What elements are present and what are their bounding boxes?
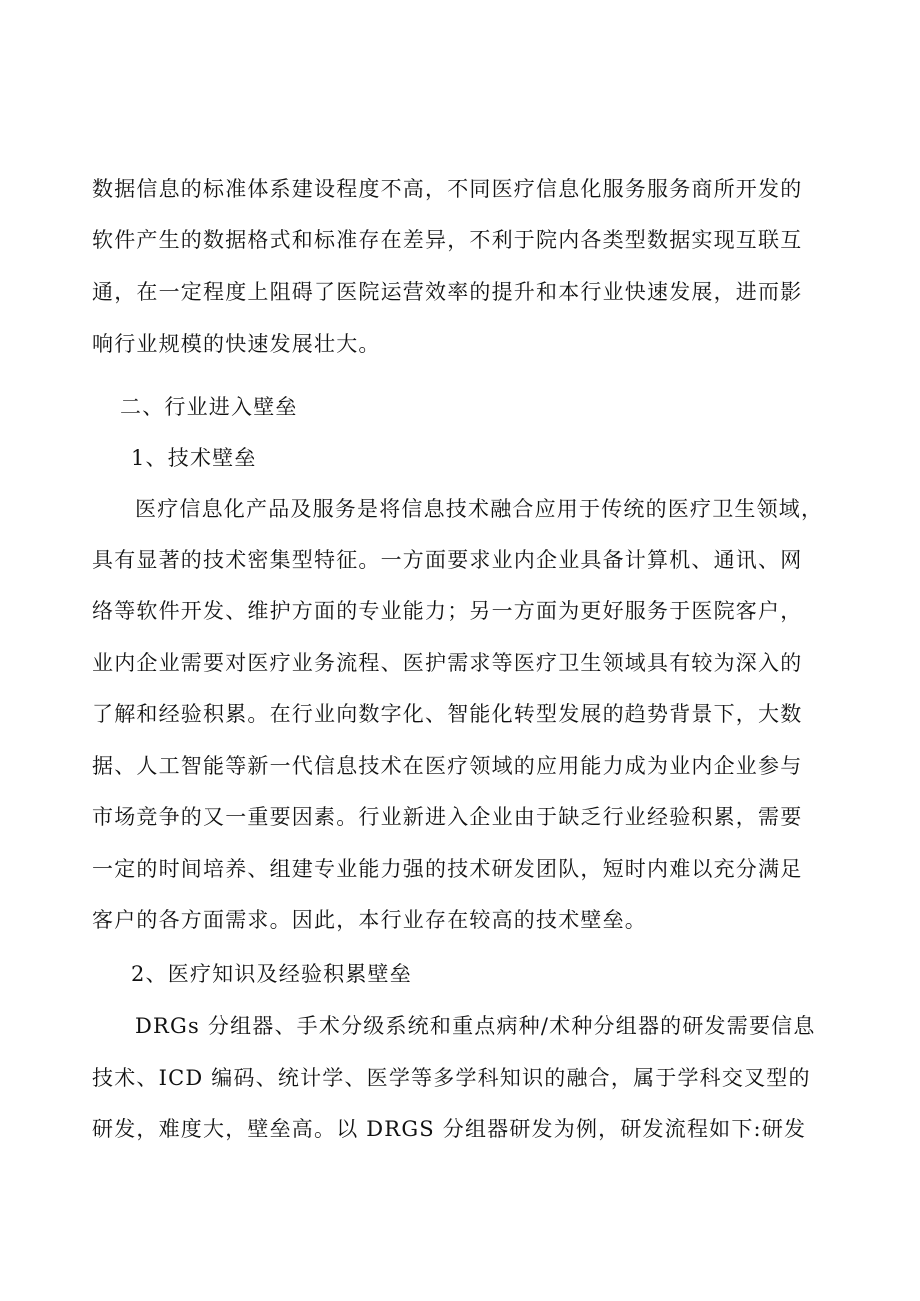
paragraph-line: 数据信息的标准体系建设程度不高，不同医疗信息化服务服务商所开发的 <box>92 177 803 201</box>
paragraph-line: 医疗信息化产品及服务是将信息技术融合应用于传统的医疗卫生领域， <box>135 497 824 521</box>
paragraph-line: DRGs 分组器、手术分级系统和重点病种/术种分组器的研发需要信息 <box>135 1014 816 1038</box>
paragraph-line: 响行业规模的快速发展壮大。 <box>92 332 381 356</box>
paragraph-line: 一定的时间培养、组建专业能力强的技术研发团队，短时内难以充分满足 <box>92 857 803 881</box>
paragraph-line: 具有显著的技术密集型特征。一方面要求业内企业具备计算机、通讯、网 <box>92 548 803 572</box>
paragraph-line: 客户的各方面需求。因此，本行业存在较高的技术壁垒。 <box>92 908 647 932</box>
subsection-heading: 1、技术壁垒 <box>131 446 257 470</box>
paragraph-line: 业内企业需要对医疗业务流程、医护需求等医疗卫生领域具有较为深入的 <box>92 651 803 675</box>
paragraph-line: 研发，难度大，壁垒高。以 DRGS 分组器研发为例，研发流程如下:研发 <box>92 1117 807 1141</box>
subsection-heading: 2、医疗知识及经验积累壁垒 <box>131 962 412 986</box>
paragraph-line: 通，在一定程度上阻碍了医院运营效率的提升和本行业快速发展，进而影 <box>92 280 803 304</box>
paragraph-line: 市场竞争的又一重要因素。行业新进入企业由于缺乏行业经验积累，需要 <box>92 805 803 829</box>
paragraph-line: 络等软件开发、维护方面的专业能力；另一方面为更好服务于医院客户， <box>92 599 803 623</box>
paragraph-line: 据、人工智能等新一代信息技术在医疗领域的应用能力成为业内企业参与 <box>92 754 803 778</box>
paragraph-line: 了解和经验积累。在行业向数字化、智能化转型发展的趋势背景下，大数 <box>92 702 803 726</box>
paragraph-line: 软件产生的数据格式和标准存在差异，不利于院内各类型数据实现互联互 <box>92 228 803 252</box>
section-heading: 二、行业进入壁垒 <box>120 395 298 419</box>
paragraph-line: 技术、ICD 编码、统计学、医学等多学科知识的融合，属于学科交叉型的 <box>92 1066 811 1090</box>
